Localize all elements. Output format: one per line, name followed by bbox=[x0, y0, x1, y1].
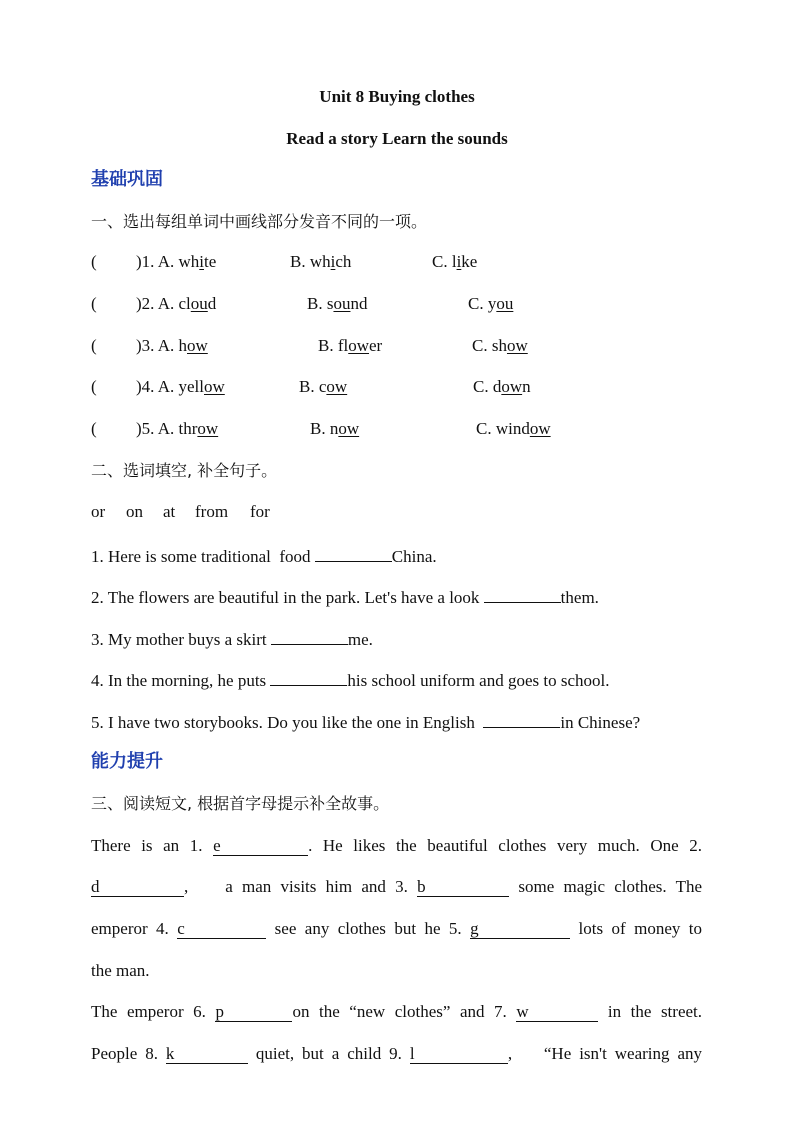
initial-letter: d bbox=[91, 877, 100, 896]
answer-blank[interactable] bbox=[516, 1003, 598, 1022]
section-heading-basic: 基础巩固 bbox=[91, 169, 163, 190]
passage-text: The emperor 6. bbox=[91, 1002, 206, 1021]
answer-blank[interactable] bbox=[166, 1045, 248, 1064]
option-a-text: )3. A. h bbox=[136, 336, 187, 355]
option-b bbox=[299, 377, 347, 397]
option-c-tail: ke bbox=[461, 252, 478, 271]
word-bank-item: at bbox=[163, 502, 176, 521]
option-b-text: B. n bbox=[310, 419, 339, 438]
answer-paren: ( bbox=[91, 294, 97, 313]
sentence-text: China. bbox=[391, 547, 437, 566]
underlined-part: i bbox=[456, 252, 462, 271]
sentence-text: 5. I have two storybooks. Do you like the one in English bbox=[91, 713, 484, 732]
option-b-text: B. wh bbox=[290, 252, 331, 271]
option-c-text: C. y bbox=[468, 294, 497, 313]
option-b-tail: nd bbox=[350, 294, 368, 313]
answer-blank[interactable] bbox=[213, 837, 308, 856]
passage-line: the man. bbox=[91, 961, 150, 980]
answer-blank[interactable] bbox=[410, 1045, 508, 1064]
option-a-tail: te bbox=[204, 252, 217, 271]
underlined-part: ow bbox=[506, 336, 528, 355]
initial-letter: k bbox=[165, 1044, 175, 1063]
answer-blank[interactable] bbox=[483, 710, 560, 728]
option-a bbox=[136, 336, 208, 356]
option-a-tail: d bbox=[207, 294, 217, 313]
option-b-text: B. fl bbox=[318, 336, 349, 355]
sentence-2 bbox=[91, 585, 599, 609]
initial-letter: w bbox=[516, 1002, 529, 1021]
passage-line bbox=[91, 835, 702, 857]
underlined-part: ow bbox=[529, 419, 551, 438]
passage-text: in the street. bbox=[607, 1002, 703, 1021]
passage-line bbox=[91, 1043, 702, 1065]
option-a bbox=[136, 377, 225, 397]
option-c bbox=[473, 377, 531, 397]
underlined-part: ou bbox=[333, 294, 351, 313]
sentence-text: me. bbox=[347, 630, 373, 649]
underlined-part: ow bbox=[501, 377, 523, 396]
option-a bbox=[136, 294, 216, 314]
sentence-5 bbox=[91, 710, 640, 734]
option-b-tail: er bbox=[369, 336, 383, 355]
option-b bbox=[307, 294, 367, 314]
option-c bbox=[468, 294, 513, 314]
option-a-text: )5. A. thr bbox=[136, 419, 198, 438]
underlined-part: ow bbox=[326, 377, 348, 396]
part3-instruction: 三、阅读短文, 根据首字母提示补全故事。 bbox=[91, 794, 390, 813]
option-b-text: B. s bbox=[307, 294, 334, 313]
word-bank-item: on bbox=[126, 502, 143, 521]
passage-line bbox=[91, 876, 702, 898]
underlined-part: ou bbox=[190, 294, 208, 313]
initial-letter: b bbox=[417, 877, 426, 896]
option-a-text: )2. A. cl bbox=[136, 294, 191, 313]
option-c-tail: n bbox=[522, 377, 531, 396]
part1-instruction: 一、选出每组单词中画线部分发音不同的一项。 bbox=[91, 212, 428, 231]
option-c-text: C. sh bbox=[472, 336, 507, 355]
sentence-text: 4. In the morning, he puts bbox=[91, 671, 271, 690]
answer-paren: ( bbox=[91, 336, 97, 355]
answer-blank[interactable] bbox=[215, 1003, 292, 1022]
passage-text: emperor 4. bbox=[91, 919, 169, 938]
answer-paren: ( bbox=[91, 419, 97, 438]
passage-text: People 8. bbox=[91, 1044, 158, 1063]
passage-line bbox=[91, 918, 702, 940]
passage-text: on the “new clothes” and 7. bbox=[292, 1002, 507, 1021]
sentence-text: 1. Here is some traditional food bbox=[91, 547, 315, 566]
underlined-part: ou bbox=[496, 294, 514, 313]
option-b bbox=[290, 252, 351, 272]
option-c-text: C. l bbox=[432, 252, 457, 271]
sentence-1 bbox=[91, 544, 437, 568]
sentence-text: them. bbox=[560, 588, 599, 607]
initial-letter: l bbox=[409, 1044, 415, 1063]
option-a bbox=[136, 419, 218, 439]
initial-letter: g bbox=[470, 919, 479, 938]
sentence-4 bbox=[91, 668, 609, 692]
passage-text: some magic clothes. The bbox=[518, 877, 703, 896]
initial-letter: e bbox=[213, 836, 221, 855]
initial-letter: p bbox=[215, 1002, 224, 1021]
option-b-tail: ch bbox=[335, 252, 352, 271]
answer-blank[interactable] bbox=[470, 920, 570, 939]
word-bank-item: for bbox=[250, 502, 270, 521]
word-bank-item: from bbox=[195, 502, 229, 521]
sentence-text: in Chinese? bbox=[560, 713, 641, 732]
passage-text: quiet, but a child 9. bbox=[255, 1044, 402, 1063]
initial-letter: c bbox=[177, 919, 185, 938]
underlined-part: ow bbox=[204, 377, 225, 396]
answer-blank[interactable] bbox=[315, 544, 392, 562]
answer-paren: ( bbox=[91, 252, 97, 271]
underlined-part: ow bbox=[348, 336, 370, 355]
sentence-text: 2. The flowers are beautiful in the park. Let's have a look bbox=[91, 588, 484, 607]
option-c bbox=[432, 252, 477, 272]
answer-blank[interactable] bbox=[270, 668, 347, 686]
passage-text: , “He isn't wearing any bbox=[507, 1044, 703, 1063]
underlined-part: ow bbox=[338, 419, 360, 438]
underlined-part: ow bbox=[197, 419, 219, 438]
answer-blank[interactable] bbox=[271, 627, 348, 645]
answer-blank[interactable] bbox=[91, 878, 184, 897]
option-c bbox=[476, 419, 551, 439]
option-b-text: B. c bbox=[299, 377, 327, 396]
word-bank-item: or bbox=[91, 502, 106, 521]
passage-text: There is an 1. bbox=[91, 836, 203, 855]
underlined-part: i bbox=[199, 252, 205, 271]
option-a-text: )1. A. wh bbox=[136, 252, 200, 271]
section-heading-advanced: 能力提升 bbox=[91, 751, 163, 772]
underlined-part: ow bbox=[187, 336, 208, 355]
option-b bbox=[318, 336, 382, 356]
passage-text: see any clothes but he 5. bbox=[274, 919, 462, 938]
worksheet-subtitle: Read a story Learn the sounds bbox=[286, 129, 508, 148]
answer-paren: ( bbox=[91, 377, 97, 396]
sentence-3 bbox=[91, 627, 373, 651]
sentence-text: his school uniform and goes to school. bbox=[347, 671, 610, 690]
answer-blank[interactable] bbox=[417, 878, 509, 897]
answer-blank[interactable] bbox=[177, 920, 266, 939]
option-c bbox=[472, 336, 528, 356]
option-b bbox=[310, 419, 359, 439]
passage-text: lots of money to bbox=[578, 919, 703, 938]
option-c-text: C. d bbox=[473, 377, 502, 396]
underlined-part: i bbox=[330, 252, 336, 271]
passage-line bbox=[91, 1001, 702, 1023]
option-a bbox=[136, 252, 216, 272]
worksheet-title: Unit 8 Buying clothes bbox=[319, 87, 475, 106]
option-c-text: C. wind bbox=[476, 419, 530, 438]
passage-text: , a man visits him and 3. bbox=[184, 877, 408, 896]
part2-instruction: 二、选词填空, 补全句子。 bbox=[91, 461, 278, 480]
option-a-text: )4. A. yell bbox=[136, 377, 204, 396]
passage-text: . He likes the beautiful clothes very much. One 2. bbox=[308, 836, 702, 855]
sentence-text: 3. My mother buys a skirt bbox=[91, 630, 271, 649]
answer-blank[interactable] bbox=[484, 585, 561, 603]
